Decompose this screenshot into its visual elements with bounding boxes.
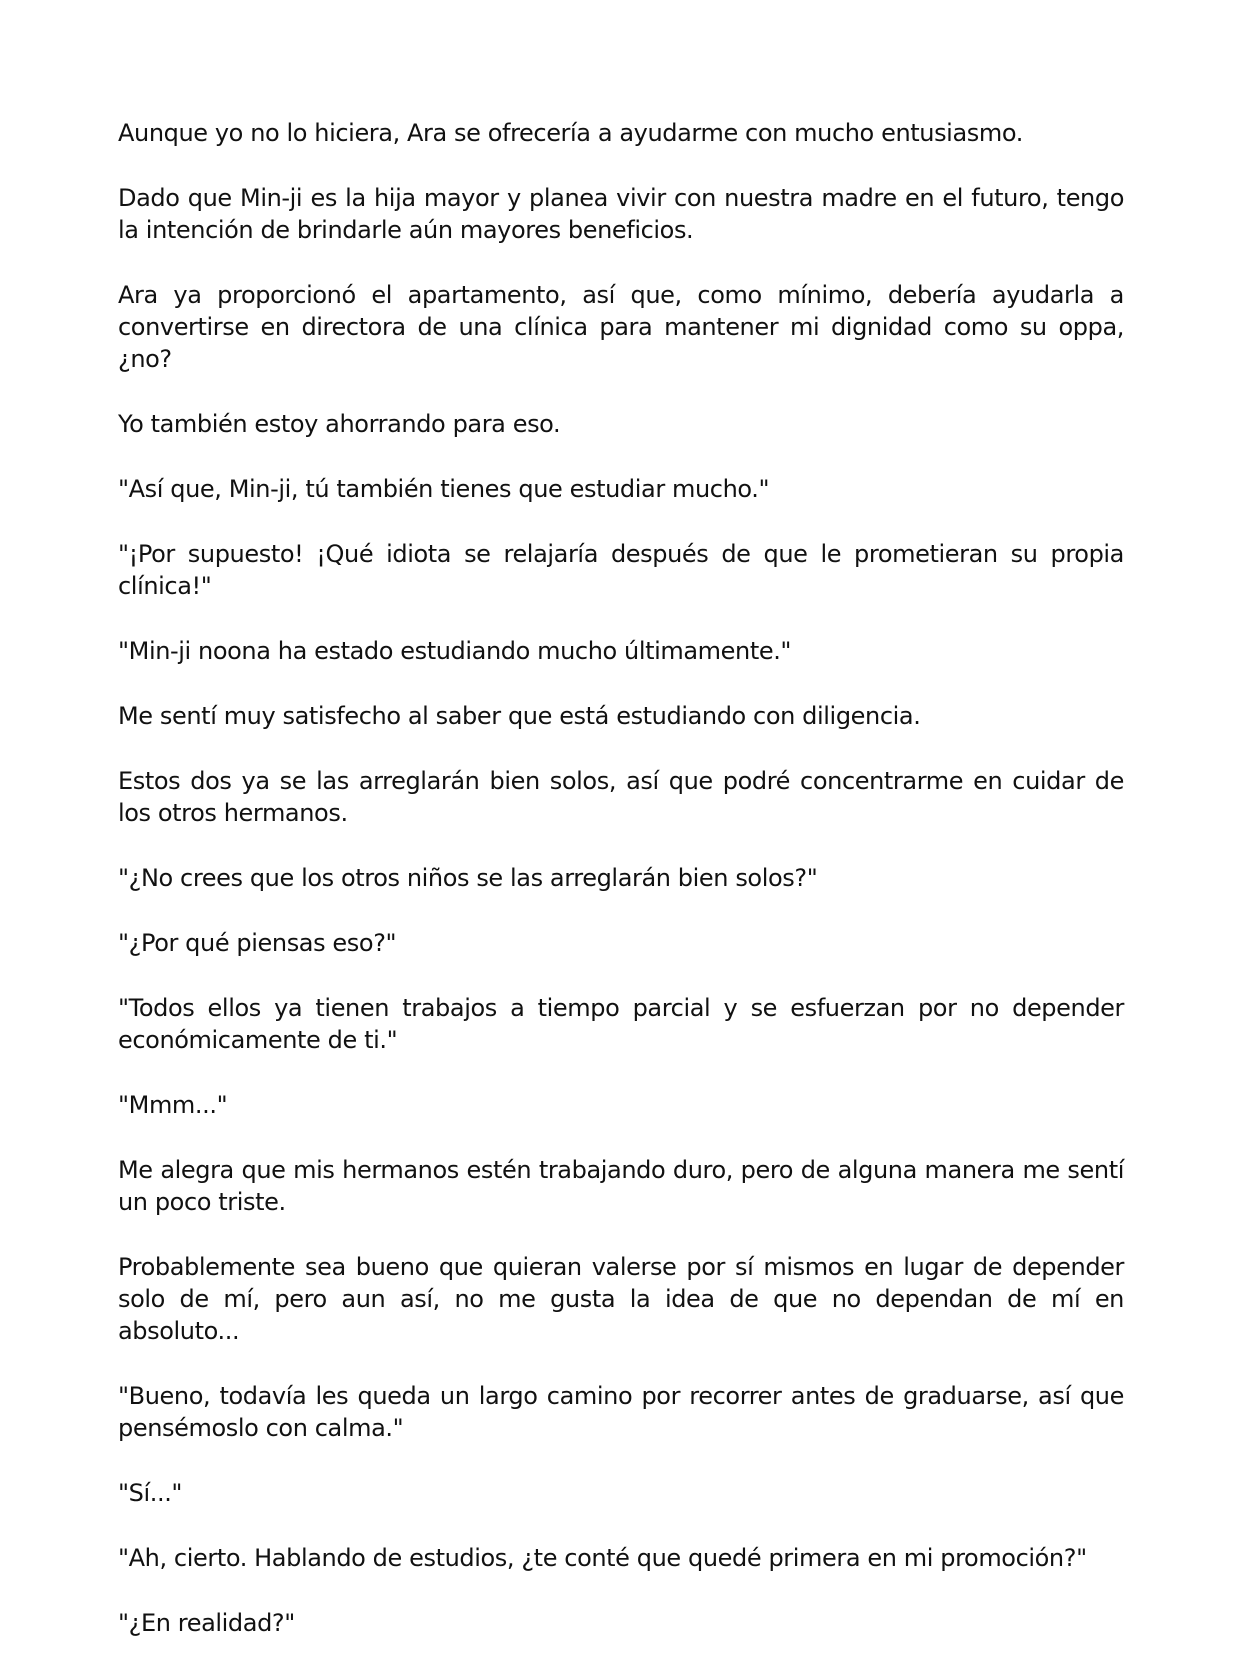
paragraph-19: "¿En realidad?" [118,1609,295,1637]
paragraph-2: Dado que Min-ji es la hija mayor y planea vivir con nuestra madre en el futuro, tengo la intención de brindarle aún mayores beneficios. [118,184,1124,244]
paragraph-5: "Así que, Min-ji, tú también tienes que estudiar mucho." [118,475,770,503]
paragraph-15: Probablemente sea bueno que quieran valerse por sí mismos en lugar de depender solo de mí, pero aun así, no me gusta la idea de que no dependan de mí en absoluto... [118,1253,1124,1345]
paragraph-4: Yo también estoy ahorrando para eso. [118,410,561,438]
paragraph-6: "¡Por supuesto! ¡Qué idiota se relajaría después de que le prometieran su propia clínica!" [118,540,1124,600]
paragraph-10: "¿No crees que los otros niños se las arreglarán bien solos?" [118,864,818,892]
paragraph-18: "Ah, cierto. Hablando de estudios, ¿te conté que quedé primera en mi promoción?" [118,1544,1087,1572]
paragraph-16: "Bueno, todavía les queda un largo camino por recorrer antes de graduarse, así que pensémoslo con calma." [118,1382,1124,1442]
paragraph-11: "¿Por qué piensas eso?" [118,929,397,957]
paragraph-1: Aunque yo no lo hiciera, Ara se ofrecería a ayudarme con mucho entusiasmo. [118,119,1023,147]
document-body [118,117,1124,1672]
paragraph-8: Me sentí muy satisfecho al saber que está estudiando con diligencia. [118,702,921,730]
paragraph-14: Me alegra que mis hermanos estén trabajando duro, pero de alguna manera me sentí un poco triste. [118,1156,1124,1216]
paragraph-13: "Mmm..." [118,1091,228,1119]
paragraph-7: "Min-ji noona ha estado estudiando mucho últimamente." [118,637,792,665]
paragraph-3: Ara ya proporcionó el apartamento, así que, como mínimo, debería ayudarla a convertirse en directora de una clínica para mantener mi dignidad como su oppa, ¿no? [118,281,1124,373]
paragraph-17: "Sí..." [118,1479,183,1507]
paragraph-12: "Todos ellos ya tienen trabajos a tiempo parcial y se esfuerzan por no depender económicamente de ti." [118,994,1124,1054]
paragraph-9: Estos dos ya se las arreglarán bien solos, así que podré concentrarme en cuidar de los otros hermanos. [118,767,1124,827]
